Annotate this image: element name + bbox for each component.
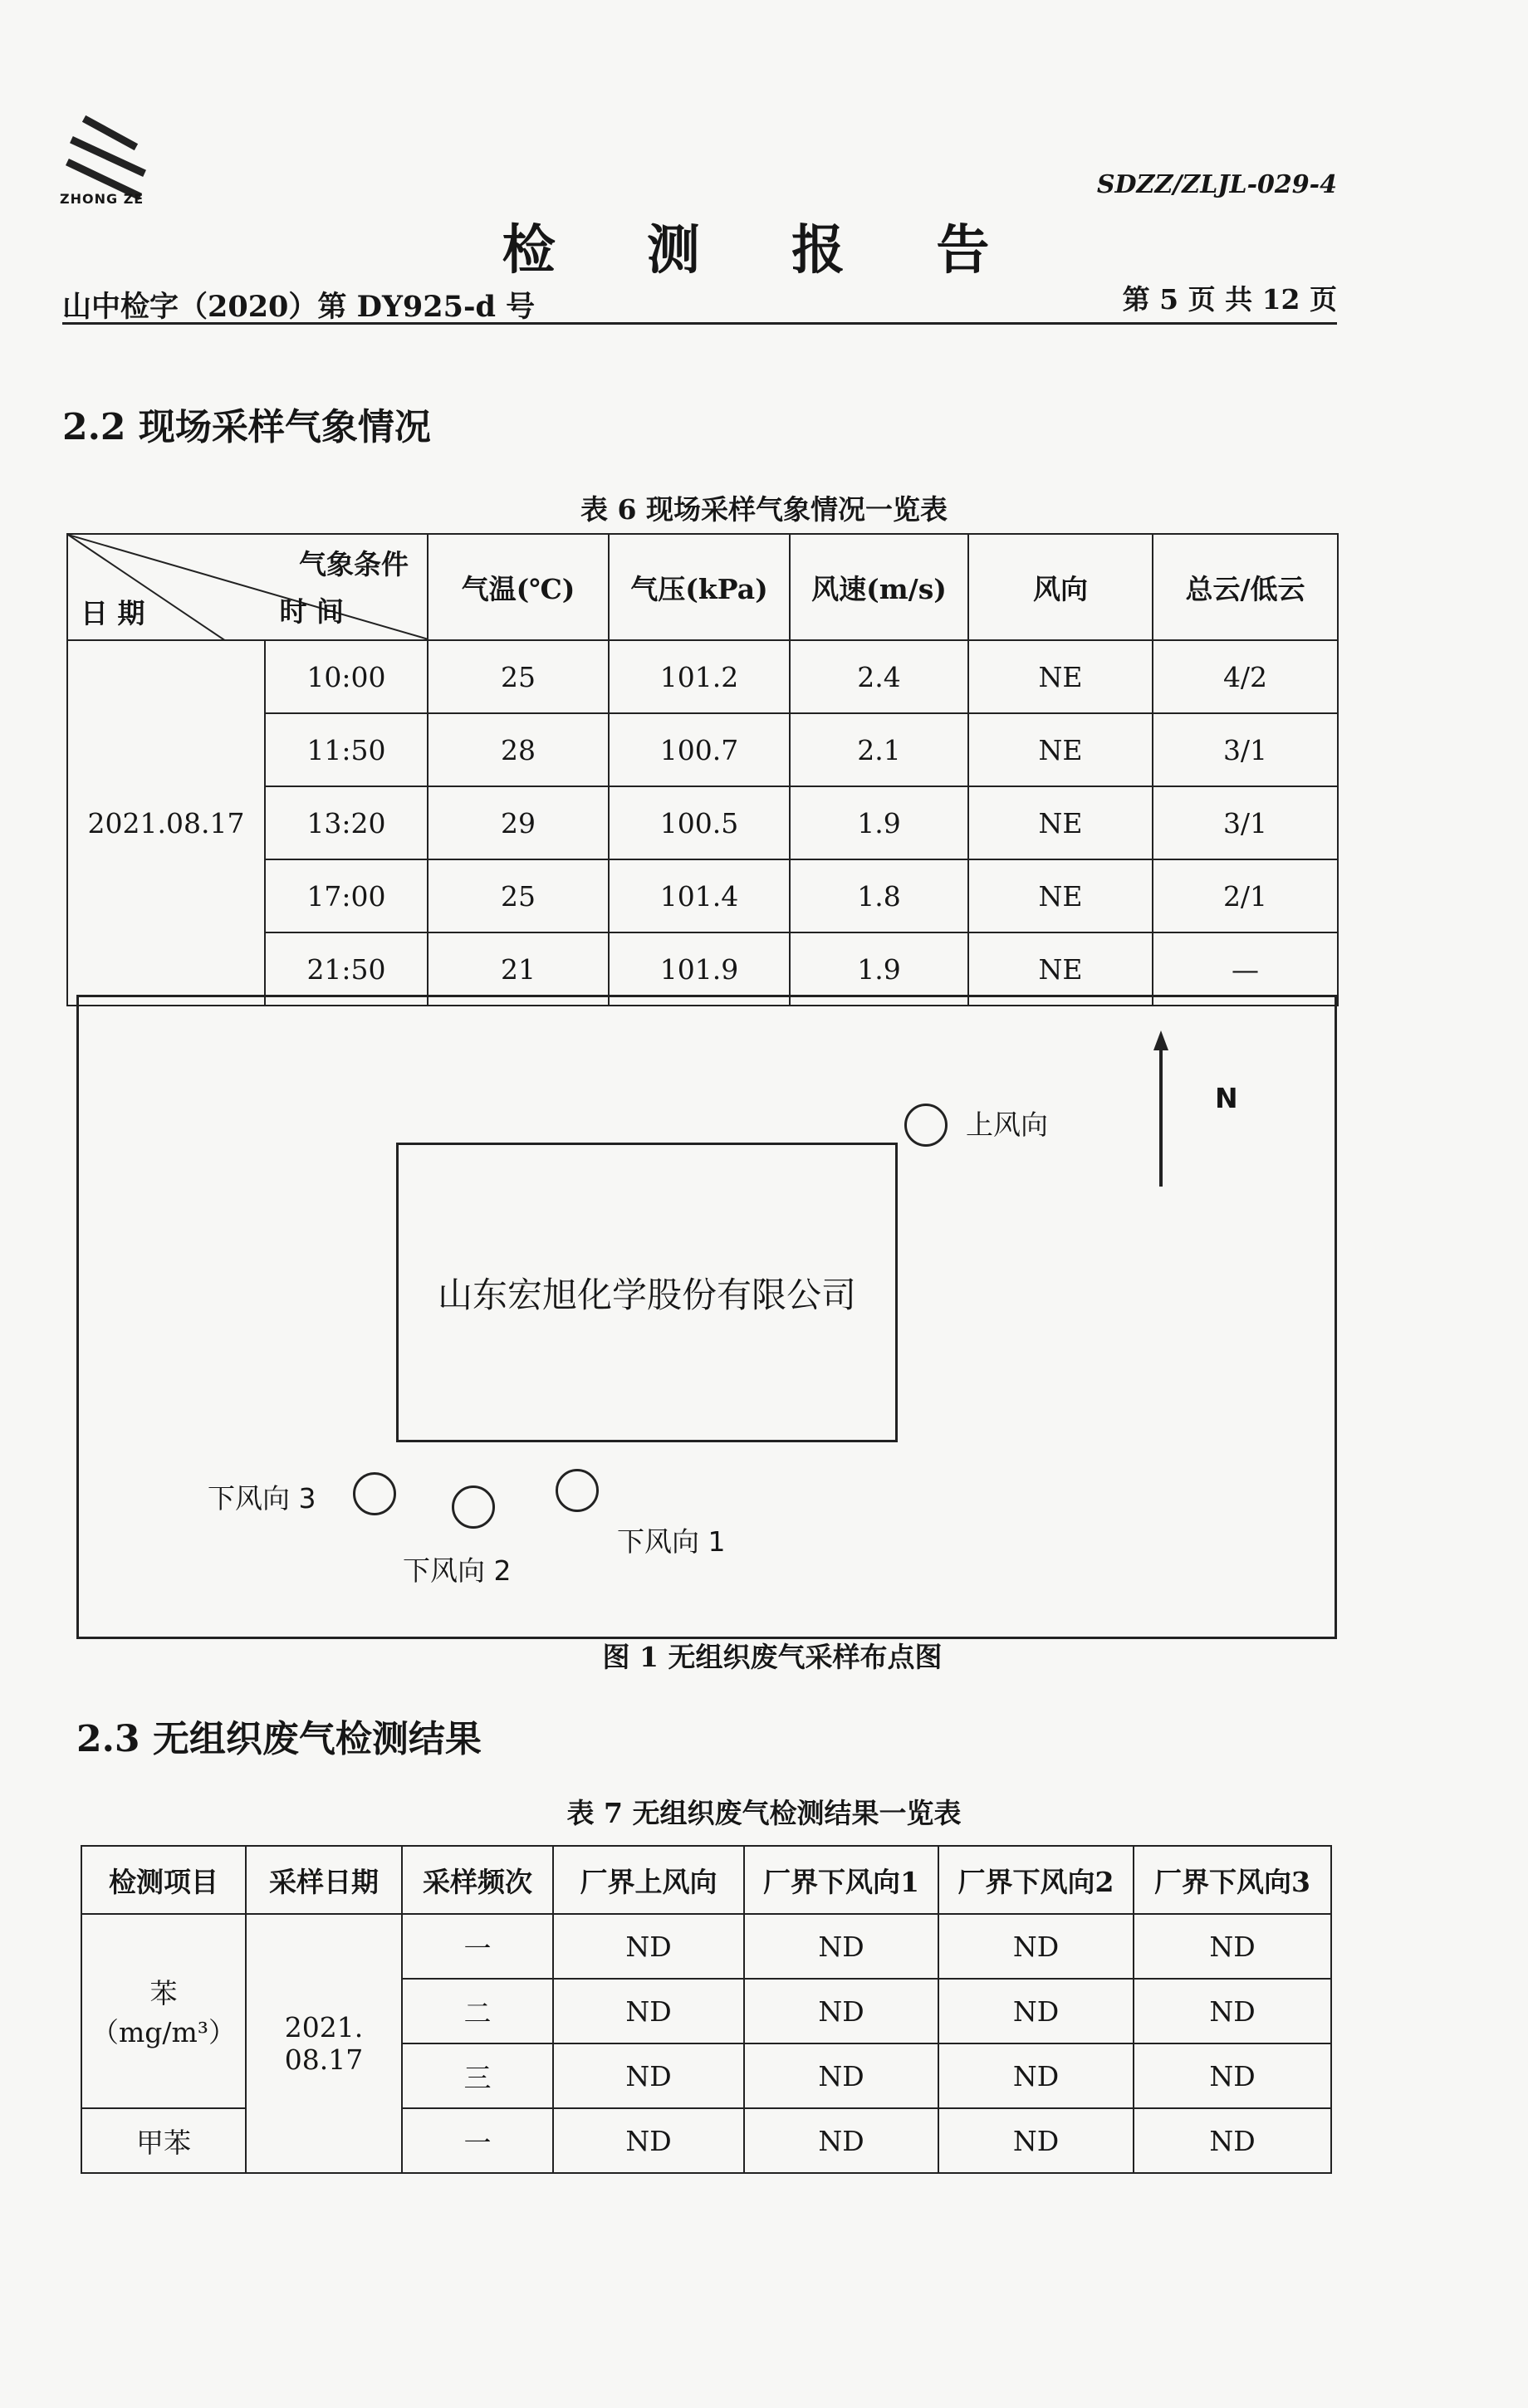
col-header-date: 采样日期	[246, 1846, 402, 1914]
document-title: 检 测 报 告	[502, 219, 1026, 281]
weather-table	[66, 533, 1339, 1006]
wind-dir-cell: NE	[968, 786, 1153, 859]
downwind-3-point-icon	[353, 1472, 396, 1515]
diag-label-time: 时 间	[279, 595, 344, 628]
col-header-downwind-3: 厂界下风向3	[1134, 1846, 1331, 1914]
table-row	[67, 640, 1338, 713]
col-header-downwind-1: 厂界下风向1	[744, 1846, 938, 1914]
diag-label-date: 日 期	[81, 597, 145, 629]
wind-speed-cell: 2.4	[790, 640, 968, 713]
pressure-cell: 101.9	[609, 932, 790, 1006]
header-divider	[62, 322, 1337, 325]
company-box	[396, 1143, 898, 1442]
upwind-point-icon	[904, 1104, 948, 1147]
downwind-1-cell: ND	[744, 2108, 938, 2173]
downwind-2-label: 下风向 2	[403, 1554, 512, 1587]
downwind-2-cell: ND	[938, 2043, 1134, 2108]
col-header-wind-dir: 风向	[968, 534, 1153, 640]
section-2-2-heading: 2.2 现场采样气象情况	[62, 406, 431, 448]
downwind-2-cell: ND	[938, 1979, 1134, 2043]
wind-speed-cell: 1.9	[790, 932, 968, 1006]
cloud-cell: —	[1153, 932, 1338, 1006]
table6-caption: 表 6 现场采样气象情况一览表	[580, 493, 948, 526]
time-cell: 10:00	[265, 640, 428, 713]
downwind-3-cell: ND	[1134, 1979, 1331, 2043]
downwind-3-cell: ND	[1134, 1914, 1331, 1979]
frequency-cell: 二	[402, 1979, 553, 2043]
item-benzene-cell	[81, 1914, 246, 2108]
col-header-wind-speed: 风速(m/s)	[790, 534, 968, 640]
temp-cell: 29	[428, 786, 609, 859]
pressure-cell: 101.2	[609, 640, 790, 713]
wind-dir-cell: NE	[968, 713, 1153, 786]
wind-dir-cell: NE	[968, 859, 1153, 932]
temp-cell: 28	[428, 713, 609, 786]
wind-dir-cell: NE	[968, 640, 1153, 713]
downwind-3-label: 下风向 3	[208, 1482, 316, 1515]
temp-cell: 21	[428, 932, 609, 1006]
wind-speed-cell: 2.1	[790, 713, 968, 786]
date-cell: 2021.08.17	[67, 640, 265, 1006]
col-header-frequency: 采样频次	[402, 1846, 553, 1914]
wind-speed-cell: 1.8	[790, 859, 968, 932]
downwind-1-cell: ND	[744, 1914, 938, 1979]
downwind-2-point-icon	[452, 1485, 495, 1529]
frequency-cell: 一	[402, 1914, 553, 1979]
downwind-1-point-icon	[556, 1469, 599, 1512]
logo-text: ZHONG ZE	[60, 191, 144, 207]
col-header-cloud: 总云/低云	[1153, 534, 1338, 640]
item-name: 苯	[149, 1977, 178, 2009]
downwind-1-label: 下风向 1	[617, 1525, 726, 1558]
pressure-cell: 101.4	[609, 859, 790, 932]
cloud-cell: 2/1	[1153, 859, 1338, 932]
col-header-upwind: 厂界上风向	[553, 1846, 744, 1914]
figure1-caption: 图 1 无组织废气采样布点图	[602, 1641, 943, 1673]
pressure-cell: 100.5	[609, 786, 790, 859]
cloud-cell: 4/2	[1153, 640, 1338, 713]
item-toluene-cell: 甲苯	[81, 2108, 246, 2173]
results-table	[81, 1845, 1332, 2174]
date-line-1: 2021.	[284, 2011, 364, 2043]
upwind-cell: ND	[553, 1979, 744, 2043]
temp-cell: 25	[428, 640, 609, 713]
cloud-cell: 3/1	[1153, 786, 1338, 859]
pressure-cell: 100.7	[609, 713, 790, 786]
date-line-2: 08.17	[284, 2043, 364, 2076]
sampling-map	[76, 995, 1337, 1639]
downwind-1-cell: ND	[744, 1979, 938, 2043]
downwind-3-cell: ND	[1134, 2108, 1331, 2173]
time-cell: 21:50	[265, 932, 428, 1006]
downwind-2-cell: ND	[938, 1914, 1134, 1979]
temp-cell: 25	[428, 859, 609, 932]
sampling-date-cell	[246, 1914, 402, 2173]
frequency-cell: 三	[402, 2043, 553, 2108]
table7-caption: 表 7 无组织废气检测结果一览表	[566, 1797, 962, 1829]
downwind-1-cell: ND	[744, 2043, 938, 2108]
downwind-3-cell: ND	[1134, 2043, 1331, 2108]
col-header-temp: 气温(℃)	[428, 534, 609, 640]
north-arrow-icon	[1148, 1030, 1173, 1188]
cloud-cell: 3/1	[1153, 713, 1338, 786]
page-info: 第 5 页 共 12 页	[1122, 283, 1337, 316]
col-header-pressure: 气压(kPa)	[609, 534, 790, 640]
downwind-2-cell: ND	[938, 2108, 1134, 2173]
company-name: 山东宏旭化学股份有限公司	[437, 1274, 856, 1315]
upwind-cell: ND	[553, 2043, 744, 2108]
diag-label-conditions: 气象条件	[299, 548, 409, 580]
upwind-cell: ND	[553, 2108, 744, 2173]
report-number: 山中检字（2020）第 DY925-d 号	[62, 290, 536, 324]
col-header-downwind-2: 厂界下风向2	[938, 1846, 1134, 1914]
time-cell: 13:20	[265, 786, 428, 859]
col-header-item: 检测项目	[81, 1846, 246, 1914]
frequency-cell: 一	[402, 2108, 553, 2173]
time-cell: 11:50	[265, 713, 428, 786]
time-cell: 17:00	[265, 859, 428, 932]
item-unit: （mg/m³）	[91, 2016, 237, 2048]
table-row	[81, 1914, 1331, 1979]
diagonal-header-cell	[67, 534, 428, 640]
document-code: SDZZ/ZLJL-029-4	[1096, 170, 1337, 199]
north-label: N	[1215, 1082, 1238, 1114]
section-2-3-heading: 2.3 无组织废气检测结果	[76, 1718, 482, 1760]
upwind-cell: ND	[553, 1914, 744, 1979]
wind-dir-cell: NE	[968, 932, 1153, 1006]
wind-speed-cell: 1.9	[790, 786, 968, 859]
upwind-label: 上风向	[966, 1109, 1048, 1141]
